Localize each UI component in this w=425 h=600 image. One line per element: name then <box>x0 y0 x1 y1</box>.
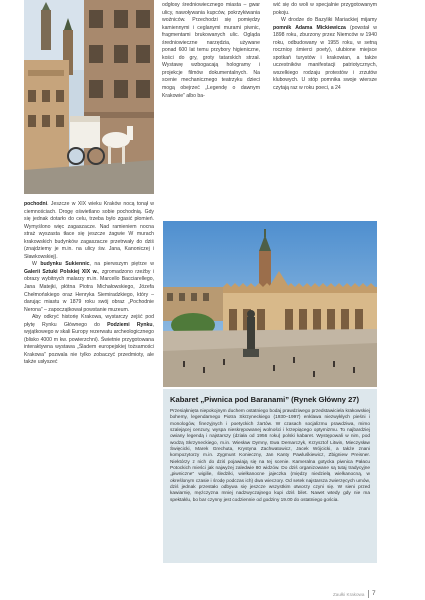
box-title: Kabaret „Piwnica pod Baranami” (Rynek Główny 27) <box>170 395 360 404</box>
box-text: Przesiąknięta niepokojnym duchem ostatniego bodaj prawdziwego przedstawiciela krakowskiej bohemy, legendarnego Piotra Skrzyneckiego (1930–1997) enklawa niezwykłych pieśni i monologów, finezyjnych i poetyckich żartów. W czasach socjalizmu prawdziwa, mimo szalejącej cenzury, wyspa nieskrępowanej wolności i krzepiącego optymizmu. To najbardziej owiany legendą i najstarszy (działa od 1956 roku) polski kabaret. Występowali w nim, pod wodzą Skrzyneckiego, m.in. Wiesław Dymny, Ewa Demarczyk, Krzysztof Litwin, Mieczysław Święcicki, Marek Grechuta, Krystyna Zachwatowicz, Jacek Wójcicki, a także znani kompozytorzy m.in. Zygmunt Konieczny, Jan Kanty Pawluśkiewicz, Zbigniew Preisner. Niektórzy z nich do dziś pojawiają się na tej scenie. Kameralna gotycka piwnica Pałacu Potockich mieści jak najwyżej zaledwie 80 widzów. Do dziś organizowane są tutaj tradycyjne „piwniczne” wigilie, śledziki, wielkanocne jajeczka (między niedzielą wielkanocną, w określonym czasie i środę podczas ich) dwa wieczory. Od setek najstarsza zwierzęcych umów, dziś jednak przestało odbywa się jeszcze wszystkim otworzy czyni się. W sieni przed kawiarnię, mężczyzna mniej nadzwyczajnego kupi dziś bilet. Nawet wtedy gdy nie ma spektaklu, bo bar czynny jest codziennie od godziny 19.00 do ostatniego gościa. <box>170 409 370 503</box>
paragraph-mickiewicz <box>273 17 377 92</box>
text-column-1 <box>24 201 154 367</box>
paragraph-torch <box>24 201 154 261</box>
bold-term: pomnik Adama Mickiewicza <box>273 24 346 31</box>
page-number: 7 <box>372 590 376 597</box>
paragraph-text: W drodze do Bazyliki Mariackiej mijamy <box>281 17 377 24</box>
paragraph-sukiennice <box>24 261 154 314</box>
paragraph-text: , wyjątkowego w skali Europy rezerwatu archeologicznego (blisko 4000 m kw. powierzchni). Świetnie przygotowana interaktywna wystawa „Śladem europejskiej tożsamości Krakowa” pozwala nie tylko zobaczyć przedmioty, ale także usłyszeć <box>24 321 154 366</box>
paragraph-text: . Jeszcze w XIX wieku Kraków nocą tonął w ciemnościach. Drogę oświetlano sobie pochodnią. Gdy się jednak dotarło do celu, trzeba było zgasić płomień. Wymyślono więc zagaszacze. Nad ramieniem nocna straż wyszasta tłace się jeszcze żagwie W murach krakowskich budynków zagaszacze przetrwały do dziś (znajdziemy je m.in. na ulicy św. Jana, Kanoniczej i Sławkowskiej). <box>24 201 154 260</box>
paragraph-text: , zgromadzono rzeźby i obrazy wybitnych malarzy m.in. Marcello Bacciarellego, Jana Matejki, płótna Piotra Michałowskiego, Józefa Chełmońskiego oraz Henryka Siemiradzkiego, który – darując miastu w 1879 roku swój obraz „Pochodnie Nerona” – zapoczątkował powstanie muzeum. <box>24 268 154 313</box>
paragraph-text: Aby odkryć historię Krakowa, wystarczy zejść pod płytę Rynku Głównego do <box>24 314 154 328</box>
paragraph-text: W <box>32 261 41 268</box>
photo-street-carriage <box>24 0 154 194</box>
footer-label: Zaułki Krakowa <box>333 592 365 597</box>
cabaret-info-box <box>163 389 377 563</box>
photo-market-square <box>163 221 377 387</box>
text-column-3 <box>273 2 377 93</box>
paragraph-medieval: odgłosy średniowiecznego miasta – gwar ulicy, nawoływania kupców, pokrzykiwania woźniców. Przechodzi się pomiędzy kamiennymi i ceglanymi murami piwnic, fragmentami brukowanych ulic. Ogląda średniowieczne narzędzia, używane ponad 600 lat temu przybory higieniczne, kości do gry, groty tatarskich strzał. Wystawę wzbogacają hologramy i projekcje filmów dokumentalnych. Na scenie mechanicznego teatrzyku dzieci mogą obejrzeć „Legendę o dawnym Krakowie” albo ba- <box>162 2 260 99</box>
paragraph-underground <box>24 314 154 367</box>
footer-divider <box>368 590 369 598</box>
paragraph-room: wić się do woli w specjalnie przygotowanym pokoju. <box>273 2 377 16</box>
bold-term: pochodni <box>24 201 48 207</box>
bold-term: Podziemi Rynku <box>107 321 153 328</box>
paragraph-text: (powstał w 1898 roku, zburzony przez Niemców w 1940 roku, odbudowany w 1955 roku, w setną rocznicę śmierci poety), ulubione miejsce spotkań turystów i krakowian, a także uczestników manifestacji patriotycznych, wszelkiego rodzaju protestów i zrzutów klubowych. U stóp pomnika swoje wiersze czytają raz w roku poeci, a 24 <box>273 24 377 92</box>
paragraph-text: , na pierwszym piętrze w <box>89 261 155 268</box>
text-column-2 <box>162 2 260 100</box>
bold-term: Galerii Sztuki Polskiej XIX w. <box>24 268 98 275</box>
bold-term: budynku Sukiennic <box>40 261 90 268</box>
